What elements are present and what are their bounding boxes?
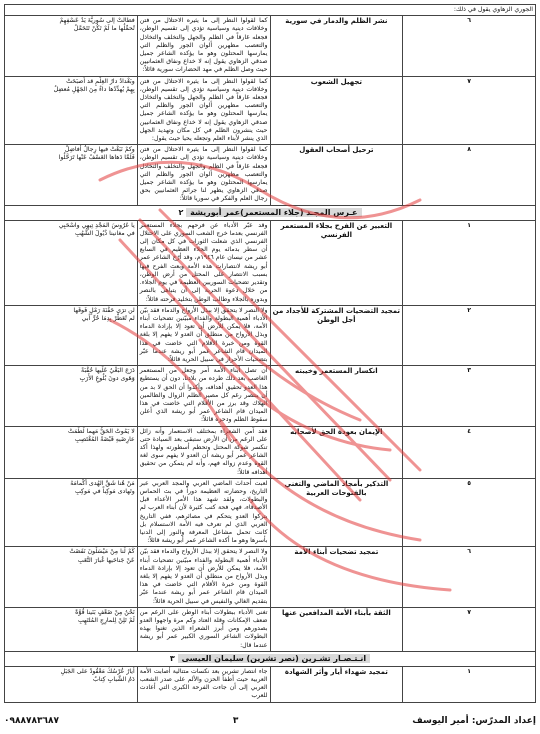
verse-line: وَهَوى دونَ بُلُوغِ الأَرَبِ <box>79 375 135 383</box>
section-heading-2 <box>5 205 536 220</box>
verse-line: لا يَمُوتُ الحَقُّ مَهما لَطَمَتْ <box>68 427 135 435</box>
table-row <box>5 547 536 607</box>
row-title: ترحيل أصحاب العقول <box>270 145 403 205</box>
row-description: لعبت أحداث الماضي العربي والمجد العربي عبر التاريخ، وحضارته العظيمة دوراً في بث الحماس والبطولات، ولقد شهد هذا الأمر الأعداء قبل الأصدقاء، فهي فحة كتب كثيرة لأن أبناء العرب لم يتركوا العدو يتحكم في مصائرهم، ففي التاريخ العربي الذي لم تعرف فيه الأمة الاستسلام بل كانت تحمل مشاعل المعرفة والنور إلى الدنيا بأسرها وهو ما أكده الشاعر عمر أبو ريشة قائلاً: <box>137 478 270 547</box>
row-description: أن تصل أبناء الأمة أمر وجعل من المستعمر الغاصب بعد ذلك طرده من بلادنا، دون أن يستطيع هذا العدو تحقيق أهدافه، وأكدوا أن الحق لا بد من أن ينتصر رغم كل مصير الظلم الزوال والظالمين الهلاك وقد برز من الأقلام التي خاضت في هذا الميدان قام الشاعر عمر أبو ريشة الذي أعلن سقوط الظلم ودحره قائلاً: <box>137 366 270 426</box>
row-description: ولا النصر لا يتحقق إلا ببذل الأرواح والدماء فقد بيّن الأدباء أهمية البطولة والفداء مبيّنين تضحيات أبناء الأمة، فلا يمكن للأرض أن تعود إلا بإرادة الدماء وبذل الأرواح من منطلق أن العدو لا يفهم إلا بلغة القوة ومن خبرة الأقلام التي خاضت في هذا الميدان قام الشاعر عمر أبو ريشة عندما عبّر بتقديم الغالي والنفيس في سبيل الحرية قائلاً: <box>137 547 270 607</box>
verse-line: نَحْنُ مِنْ ضَعْفٍ بَنَينا قُوَّةً <box>75 608 135 616</box>
row-verse <box>5 220 138 305</box>
row-verse <box>5 666 138 702</box>
row-verse <box>5 76 138 145</box>
row-verse <box>5 305 138 365</box>
row-description: جاء انتصار تشرين بعد نكسات متتالية أصابت الأمة العربية حيث أطفأ الحزن والألم على صدر الشعب العربي إلى أن جاءت الفرحة الكبرى التي أعادت للعرب <box>137 666 270 702</box>
row-description: وقد عبّر الأدباء عن فرحهم بجلاء المستعمر الفرنسي بعدما خرج الشعب السوري على الاحتلال الفرنسي الذي شعلت الثورات في كل مكان إلى أن سطر بدمائه يوم الجلاء العظيم في السابع عشر من نيسان عام ١٩٤٦م، وقد أرّخ الشاعر عمر أبو ريشة لانتصارات هذه الأمة وبعث الفرح فيها بسبب الانتصار على المحتل من أرض الوطن، وتقدير تضحيات السوريين العظيمة في يوم الجلاء. من خلال دعوة الحرية إلى أن يتباهى بالنصر وبدوره بالجلاء وطالب الوطن بتخليد فرحته قائلاً: <box>137 220 270 305</box>
verse-line: عارِضَيهِ قَبْضَةُ المُغْتَصِبِ <box>74 435 135 443</box>
row-verse <box>5 16 138 76</box>
section-label: انـتـصـار تشـرين (نصر تشرين) سليمان العيسى <box>178 654 371 663</box>
table-row <box>5 220 536 305</box>
phone-number: ٠٩٨٨٧٨٣٦٨٧ <box>4 716 59 726</box>
table-row <box>5 607 536 651</box>
table-row <box>5 145 536 205</box>
row-title: تمجيد شهداء أيار وأثر الشهادة <box>270 666 403 702</box>
row-number: ١ <box>403 666 536 702</box>
rows-group-2 <box>5 220 536 651</box>
row-title: التعبير عن الفرح بجلاء المستعمر الفرنسي <box>270 220 403 305</box>
verse-line: أيارُ عُرْسُكَ مَعْقُودٌ على الجَبَلِ <box>60 667 135 675</box>
row-title: تمجيد التضحيات المشتركة للأجداد من أجل الوطن <box>270 305 403 365</box>
rows-group-3 <box>5 666 536 702</box>
verse-line: وتَهادى مَوكِباً في مَوكِبِ <box>74 487 135 495</box>
verse-line: لم تُعَطَّرْ بِدِمَا حُرٍّ أبي <box>81 314 135 322</box>
intro-row <box>5 5 536 16</box>
section-number: ٢ <box>178 207 184 217</box>
verse-line: دَرَجَ البَغْيُ عَلَيها حُقْبَةً <box>81 367 135 375</box>
row-verse <box>5 145 138 205</box>
verse-line: لَمْ تَلِنْ لِلمارِجِ المُلتَهِبِ <box>77 617 135 625</box>
verse-line: لن ترَى حَفْنَةَ رَمْلٍ فَوقَها <box>73 306 135 314</box>
table-row <box>5 16 536 76</box>
row-description: كما لقولوا النظر إلى ما يثيره الاحتلال من فتن وخلافات دينية وسياسية تؤدي إلى تقسيم الوطن، فجعله غارقاً في الظلم والجهل والتخلف والتخاذل والتعصب مظهرين ألوان الجور والظلم التي يمارسها المحتلون وهو ما يؤكده الشاعر جميل صدقي الزهاوي يقول إنه لا خداع ونفاق العثمانيين حيث ينشرون الظلم في كل مكان وتهديد الجهل الذي ينشر لأبناء العلم وتجعله يحيا حيث يقول: <box>137 76 270 145</box>
verse-line: فَلَمَّا دَهاها العَسْفُ عَنْها تَرَحَّلُوا <box>58 154 135 162</box>
verse-line: عَنْ جَناحَيها غُبارَ التَّعَبِ <box>77 556 135 564</box>
row-title: نشر الظلم والدمار في سورية <box>270 16 403 76</box>
row-verse <box>5 547 138 607</box>
table-row <box>5 666 536 702</box>
verse-line: مَنْ هُنا شَقَّ الهُدى أَكْمامَهُ <box>70 479 135 487</box>
verse-line: كَمْ لَنا مِنْ مَيْسَلُونَ نَفَضَتْ <box>69 548 135 556</box>
row-title: تجهيل الشعوب <box>270 76 403 145</box>
intro-text: الجوري الزهاوي يقول في ذلك: <box>5 5 536 16</box>
lesson-table <box>4 4 536 703</box>
table-row <box>5 76 536 145</box>
row-title: تمجيد تضحيات أبناء الأمة <box>270 547 403 607</box>
page-number: ٣ <box>232 716 239 726</box>
table-row <box>5 366 536 426</box>
row-verse <box>5 478 138 547</box>
verse-line: وبَغْدادُ دارُ العِلْمِ قد أصبَحَتْ <box>66 77 135 85</box>
row-description: كما لقولوا النظر إلى ما يثيره الاحتلال من فتن وخلافات دينية وسياسية تؤدي إلى تقسيم الوطن، فجعله غارقاً في الظلم والجهل والتخلف والتخاذل والتعصب مظهرين ألوان الجور والظلم التي يمارسها المحتلون وهو ما يؤكده الشاعر جميل صدقي الزهاوي يظهر لنا جرائم العثمانيين بحق رجال العلم والفكر في سوريا قائلاً: <box>137 145 270 205</box>
section-label: عـرس المجـد (جلاء المستعمر)عمر أبوريشة <box>186 208 361 217</box>
rows-group-1 <box>5 16 536 205</box>
row-number: ٥ <box>403 478 536 547</box>
row-number: ٣ <box>403 366 536 426</box>
row-description: تغنى الأدباء ببطولات أبناء الوطن على الرغم من ضعف الإمكانات وقلة العتاد وكم مرة واجهوا العدو بصدورهم ومن أبرز الشعراء الذين تغنوا بهذه البطولات الشاعر السوري الكبير عمر أبو ريشة عندما قال: <box>137 607 270 651</box>
row-title: الإيمان بعودة الحق لأصحابه <box>270 426 403 478</box>
teacher-credit: إعداد المدرّس: أمير اليوسف <box>412 716 536 726</box>
row-title: انكسار المستعمر وخيبته <box>270 366 403 426</box>
document-page <box>4 4 536 703</box>
row-number: ٦ <box>403 547 536 607</box>
table-row <box>5 426 536 478</box>
section-number: ٣ <box>169 653 175 663</box>
verse-line: في مغانينا ذُيُولَ الشُّهُبِ <box>74 229 135 237</box>
verse-line: بِهِمْ يُهدِّدُها داءٌ مِنَ الجَهْلِ مُعضِلُ <box>53 85 135 93</box>
row-description: كما لقولوا النظر إلى ما يثيره الاحتلال من فتن وخلافات دينية وسياسية تؤدي إلى تقسيم الوطن، فجعله غارقاً في الظلم والجهل والتخلف والتخاذل والتعصب مظهرين ألوان الجور والظلم التي يمارسها المحتلون وهو ما يؤكده الشاعر جميل صدقي الزهاوي يقول إنه لا خداع ونفاق العثمانيين حيث وصل الظلم في مهد الحضارات سورية قائلاً: <box>137 16 270 76</box>
row-number: ٢ <box>403 305 536 365</box>
row-number: ١ <box>403 220 536 305</box>
row-number: ٤ <box>403 426 536 478</box>
verse-line: دَمُ الشَّبابِ كِتابٌ <box>93 676 135 684</box>
row-verse <box>5 366 138 426</box>
row-title: الثقة بأبناء الأمة المدافعين عنها <box>270 607 403 651</box>
page-footer <box>4 712 536 730</box>
row-number: ٦ <box>403 16 536 76</box>
row-number: ٨ <box>403 145 536 205</box>
row-number: ٧ <box>403 607 536 651</box>
row-number: ٧ <box>403 76 536 145</box>
verse-line: فطالتْ إلى سُوريَّةَ يَدُ عَسْفِهِمْ <box>59 17 135 25</box>
verse-line: تُحمِّلُها ما لَمْ تَكُنْ تَتَحَمَّلُ <box>73 25 135 33</box>
row-description: ولا النصر لا يتحقق إلا ببذل الأرواح والدماء فقد بيّن الأدباء أهمية البطولة والفداء مبيّنين تضحيات أبناء الأمة، فلا يمكن للأرض أن تعود إلا بإرادة الدماء وبذل الأرواح من منطلق أن العدو لا يفهم إلا بلغة القوة ومن خبرة الأقلام التي خاضت في هذا الميدان قام الشاعر عمر أبو ريشة عندما عبّر بتضحيات الأحرار في سبيل الحرية قائلاً: <box>137 305 270 365</box>
verse-line: وكمْ نَبَغْتْ فيها رِجالٌ أفاضِلٌ <box>64 146 135 154</box>
row-verse <box>5 607 138 651</box>
row-description: فقد آمن الشعراء بمختلف الاستعمار وأنه زائل على الرغم من أن الأرض ستبقى بعد السيادة حتى تنكسر شوكة المحتل وتحطم أسطورته ولهذا أكد الشاعر عمر أبو ريشة أن العدو لا يفهم سوى لغة القوة وعدم زواله فهم، وأنه لم يتمكن من تحقيق أهدافه قائلاً: <box>137 426 270 478</box>
row-verse <box>5 426 138 478</box>
row-title: التذكير بأمجاد الماضي والتغني بالفتوحات العربية <box>270 478 403 547</box>
verse-line: يا عَرُوسَ المَجْدِ تِيهِي واسْحَبِي <box>58 221 135 229</box>
table-row <box>5 478 536 547</box>
table-row <box>5 305 536 365</box>
section-heading-3 <box>5 651 536 666</box>
